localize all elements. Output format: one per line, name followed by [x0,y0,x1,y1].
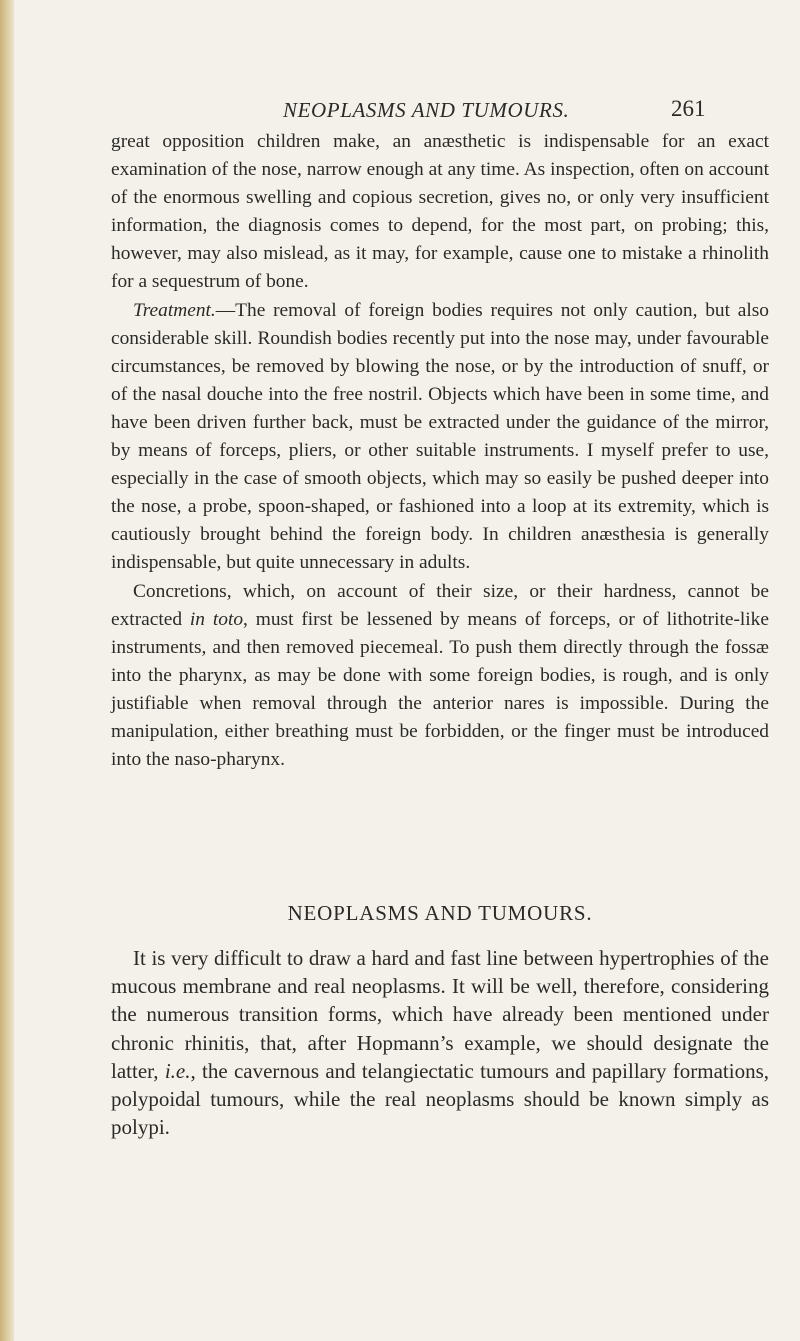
running-header: NEOPLASMS AND TUMOURS. [283,98,570,122]
section-heading: NEOPLASMS AND TUMOURS. [287,901,593,925]
paragraph-diagnosis: great opposition children make, an anæsthetic is indispensable for an exact examination of the nose, narrow enough at any time. As inspection, often on account of the enormous swelling and copious secretion, gives no, or only very insufficient information, the diagnosis comes to depend, for the most part, on probing; this, however, may also mislead, as it may, for example, cause one to mistake a rhinolith for a sequestrum of bone. [111,131,769,293]
book-spine-edge [0,0,14,1341]
concretions-text-end: , must first be lessened by means of forceps, or of lithotrite-like instruments, and then removed piecemeal. To push them directly through the fossæ into the pharynx, as may be done with some foreign bodies, is rough, and is only justifiable when removal through the anterior nares is impossible. During the manipulation, either breathing must be forbidden, or the finger must be introduced into the naso-pharynx. [111,608,769,771]
page-number: 261 [671,96,706,121]
neoplasms-text-start: It is very difficult to draw a hard and fast line between hypertrophies of the mucous membrane and real neoplasms. It will be well, therefore, considering the numerous transition forms, which have already been mentioned under chronic rhinitis, that, after Hopmann’s example, we should designate the latter, [111,946,769,1083]
paragraph-neoplasms [111,944,769,1141]
section-body-text [111,944,769,1141]
concretions-italic: in toto [189,608,244,630]
treatment-body: —The removal of foreign bodies requires not only caution, but also considerable skill. Roundish bodies recently put into the nose may, under favourable circumstances, be removed by blowing the nose, or by the introduction of snuff, or of the nasal douche into the free nostril. Objects which have been in some time, and have been driven further back, must be extracted under the guidance of the mirror, by means of forceps, pliers, or other suitable instruments. I myself prefer to use, especially in the case of smooth objects, which may so easily be pushed deeper into the nose, a probe, spoon-shaped, or fashioned into a loop at its extremity, which is cautiously brought behind the foreign body. In children anæsthesia is generally indispensable, but quite unnecessary in adults. [111,299,769,574]
neoplasms-text-end: , the cavernous and telangiectatic tumours and papillary formations, polypoidal tumours, while the real neoplasms should be known simply as polypi. [111,1058,769,1140]
paragraph-treatment [111,297,769,578]
neoplasms-italic: i.e. [164,1058,191,1083]
treatment-lead: Treatment. [133,299,216,321]
paragraph-concretions [111,578,769,775]
body-text [111,128,769,774]
concretions-text-start: Concretions, which, on account of their size, or their hardness, cannot be extracted [111,580,769,630]
